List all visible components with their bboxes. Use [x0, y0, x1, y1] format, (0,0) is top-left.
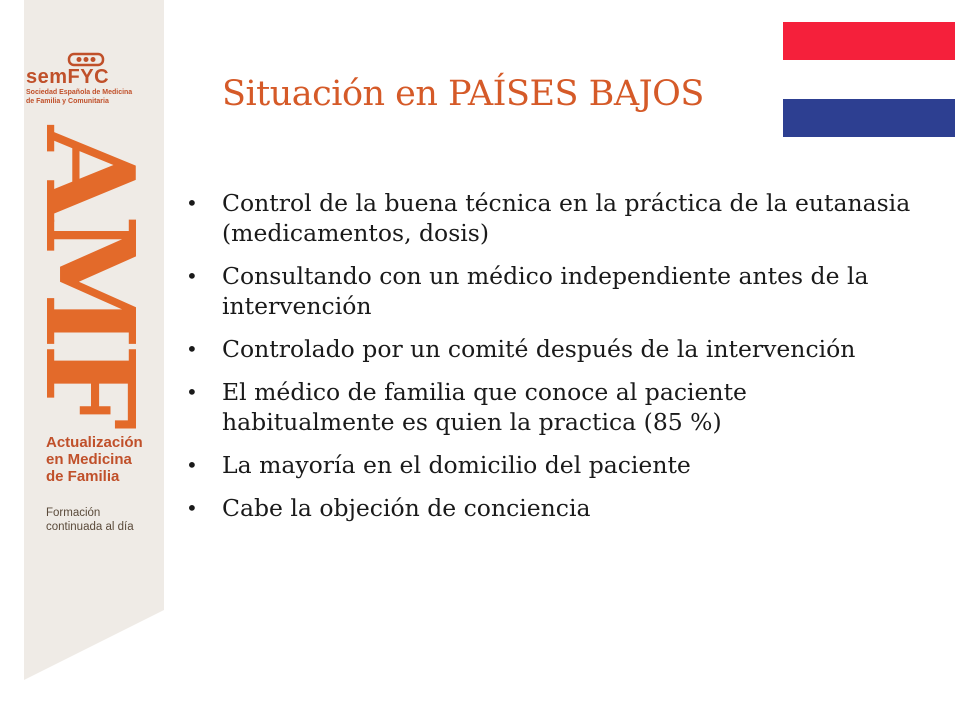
amf-desc-line: en Medicina [46, 451, 132, 468]
bullet-list [178, 188, 918, 536]
bullet-icon: • [186, 191, 198, 215]
list-item-text: El médico de familia que conoce al paciente habitualmente es quien la practica (85 %) [222, 378, 747, 436]
amf-desc-line: Actualización [46, 434, 143, 451]
logo-name: semFYC [26, 66, 110, 88]
semfyc-logo-icon [65, 51, 107, 67]
list-item [178, 493, 918, 523]
list-item [178, 450, 918, 480]
list-item-text: Controlado por un comité después de la intervención [222, 335, 856, 363]
bullet-icon: • [186, 496, 198, 520]
flag-stripe-red [783, 22, 955, 60]
netherlands-flag-icon [783, 22, 955, 137]
bullet-icon: • [186, 453, 198, 477]
flag-stripe-white [783, 60, 955, 98]
semfyc-logo [26, 66, 146, 106]
logo-subtitle-1: Sociedad Española de Medicina [26, 89, 133, 96]
bullet-icon: • [186, 337, 198, 361]
flag-stripe-blue [783, 99, 955, 137]
amf-description [46, 434, 156, 485]
amf-tag-line: Formación [46, 507, 101, 519]
bullet-icon: • [186, 380, 198, 404]
list-item [178, 188, 918, 248]
list-item [178, 261, 918, 321]
list-item-text: La mayoría en el domicilio del paciente [222, 451, 691, 479]
amf-tag-line: continuada al día [46, 521, 134, 533]
logo-subtitle-2: de Familia y Comunitaria [26, 98, 109, 105]
slide-title: Situación en PAÍSES BAJOS [222, 74, 704, 114]
amf-tagline [46, 506, 156, 534]
bullet-icon: • [186, 264, 198, 288]
list-item-text: Cabe la objeción de conciencia [222, 494, 591, 522]
list-item-text: Consultando con un médico independiente antes de la intervención [222, 262, 869, 320]
list-item-text: Control de la buena técnica en la práctica de la eutanasia (medicamentos, dosis) [222, 189, 911, 247]
amf-letters: AMF [18, 125, 162, 425]
amf-logo [18, 125, 162, 425]
amf-desc-line: de Familia [46, 468, 120, 485]
list-item [178, 334, 918, 364]
list-item [178, 377, 918, 437]
